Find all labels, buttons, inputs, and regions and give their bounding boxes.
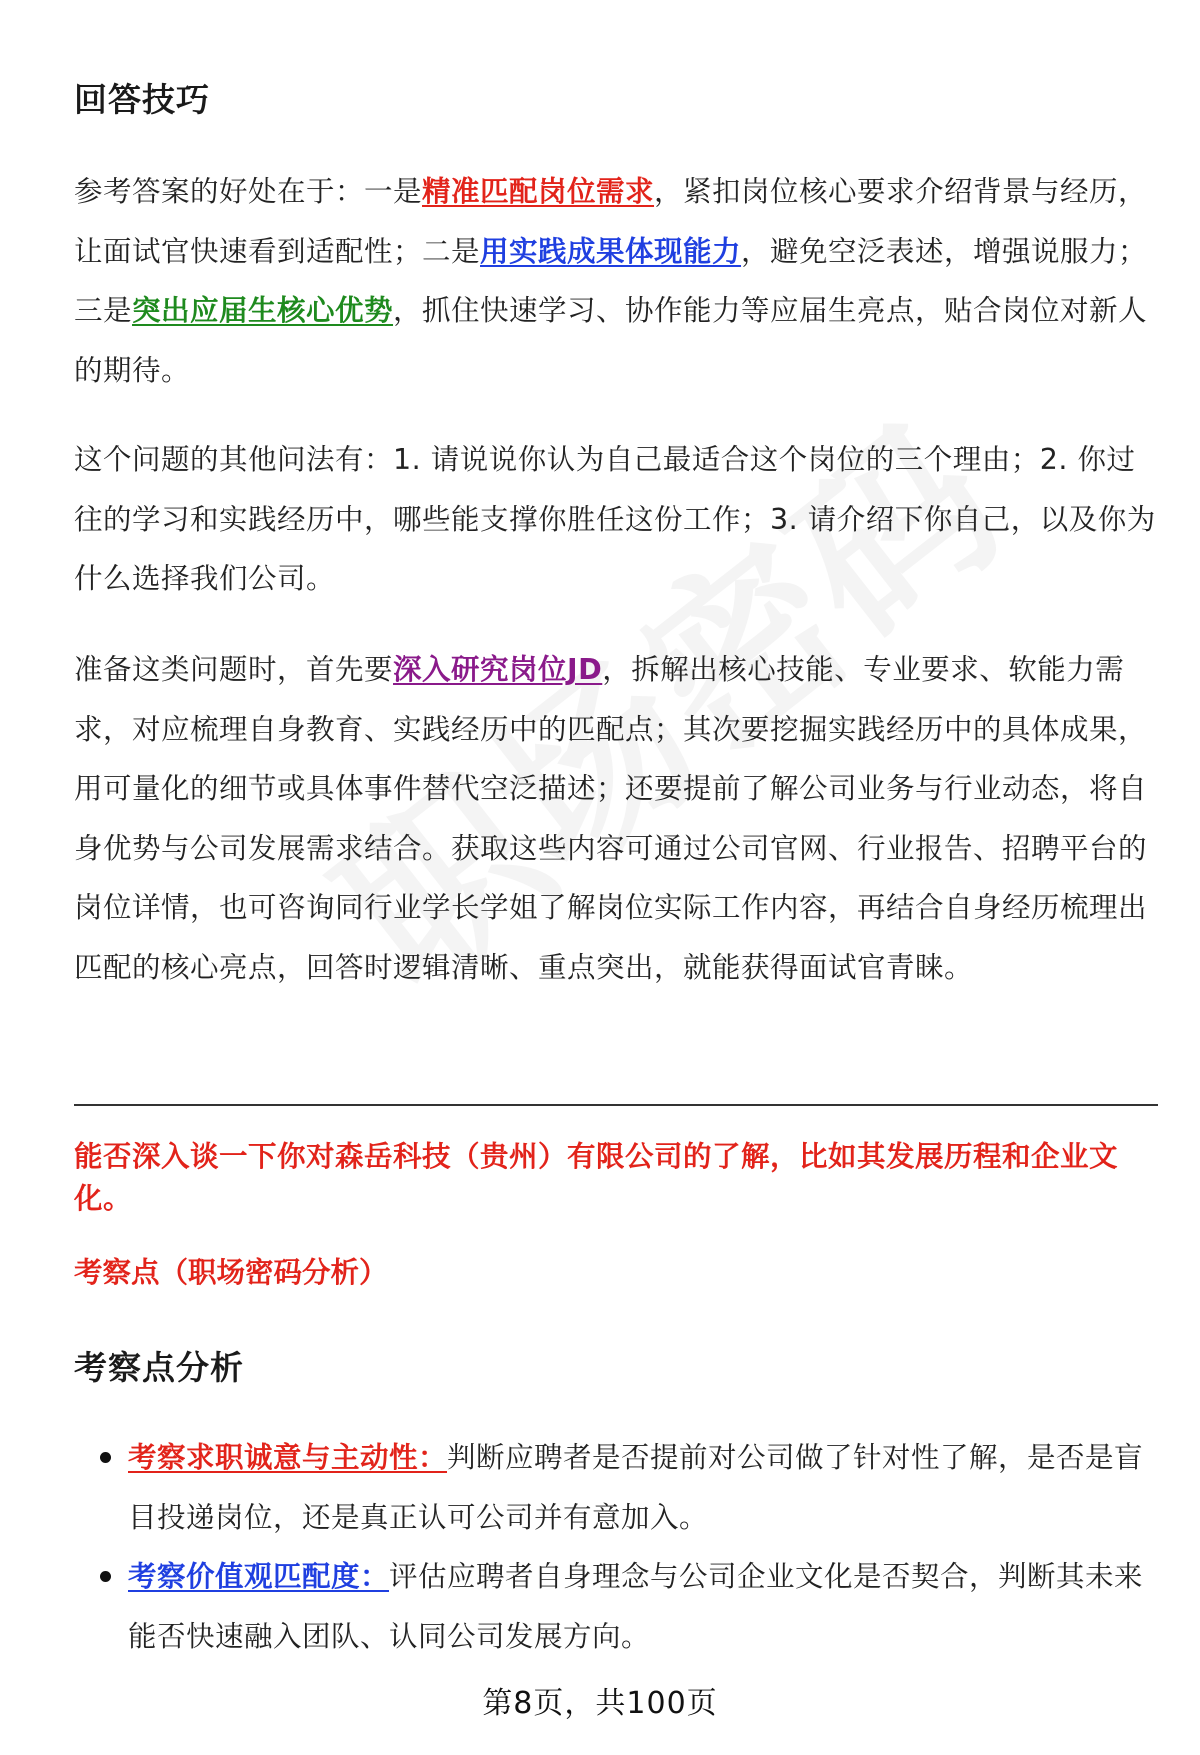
analysis-item [74, 1428, 1158, 1547]
analysis-item [74, 1547, 1158, 1666]
page-number: 第8页，共100页 [482, 1686, 718, 1721]
exam-point-label: 考察点（职场密码分析） [74, 1256, 388, 1289]
analysis-list [74, 1428, 1158, 1666]
text-span: 参考答案的好处在于：一是 [74, 175, 423, 208]
bullet-icon [100, 1452, 111, 1463]
text-span: ，紧扣岗位核心要求介绍背景与经历，让面试官快速看到适配性；二是 [74, 175, 1148, 268]
analysis-item-key: 考察求职诚意与主动性： [128, 1441, 448, 1474]
interview-question: 能否深入谈一下你对森岳科技（贵州）有限公司的了解，比如其发展历程和企业文化。 [74, 1140, 1119, 1215]
answer-tips-paragraph-2: 这个问题的其他问法有：1. 请说说你认为自己最适合这个岗位的三个理由；2. 你过往的学习和实践经历中，哪些能支撑你胜任这份工作；3. 请介绍下你自己，以及你为什么选择我们公司。 [74, 443, 1156, 595]
highlight-study-jd: 深入研究岗位JD [393, 653, 603, 686]
section-divider [74, 1104, 1158, 1106]
highlight-practice-results: 用实践成果体现能力 [480, 234, 742, 268]
analysis-item-text: 评估应聘者自身理念与公司企业文化是否契合，判断其未来能否快速融入团队、认同公司发展方向。 [128, 1560, 1144, 1653]
bullet-icon [100, 1571, 111, 1582]
answer-tips-heading: 回答技巧 [74, 80, 210, 119]
highlight-job-match: 精准匹配岗位需求 [422, 175, 655, 208]
text-span: ，拆解出核心技能、专业要求、软能力需求，对应梳理自身教育、实践经历中的匹配点；其次要挖掘实践经历中的具体成果，用可量化的细节或具体事件替代空泛描述；还要提前了解公司业务与行业动态，将自身优势与公司发展需求结合。获取这些内容可通过公司官网、行业报告、招聘平台的岗位详情，也可咨询同行业学长学姐了解岗位实际工作内容，再结合自身经历梳理出匹配的核心亮点，回答时逻辑清晰、重点突出，就能获得面试官青睐。 [74, 653, 1148, 984]
analysis-heading: 考察点分析 [74, 1348, 244, 1387]
analysis-item-key: 考察价值观匹配度： [128, 1560, 390, 1593]
answer-tips-paragraph-1 [74, 162, 1158, 400]
answer-tips-paragraph-3 [74, 640, 1158, 997]
text-span: ，抓住快速学习、协作能力等应届生亮点，贴合岗位对新人的期待。 [74, 294, 1148, 387]
analysis-item-text: 判断应聘者是否提前对公司做了针对性了解，是否是盲目投递岗位，还是真正认可公司并有意加入。 [128, 1441, 1144, 1534]
text-span: 准备这类问题时，首先要 [74, 653, 394, 686]
text-span: ，避免空泛表述，增强说服力；三是 [74, 234, 1148, 327]
highlight-graduate-advantage: 突出应届生核心优势 [132, 294, 394, 327]
